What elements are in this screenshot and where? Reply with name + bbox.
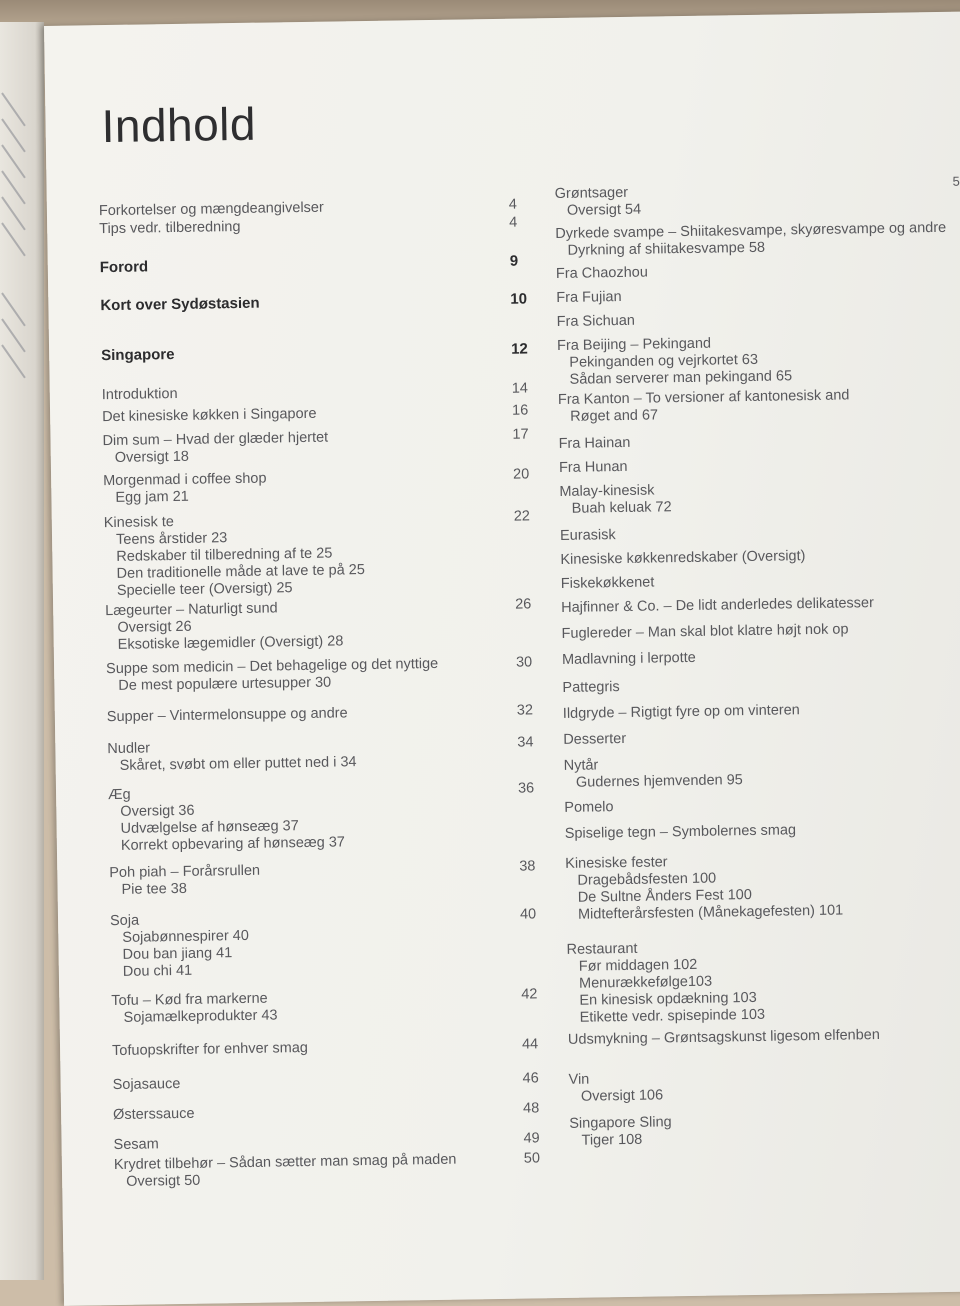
toc-entry xyxy=(564,751,960,792)
toc-subentry: Dou ban jiang 41 xyxy=(122,945,233,963)
toc-entry-title: Lægeurter – Naturligt sund xyxy=(105,600,278,620)
toc-entry xyxy=(569,1109,960,1150)
toc-page-number: 10 xyxy=(510,290,528,308)
toc-entry-title: Kinesisk te xyxy=(103,514,175,532)
toc-page-number: 4 xyxy=(509,214,518,231)
toc-entry xyxy=(110,906,541,981)
toc-page-number: 22 xyxy=(513,508,531,525)
toc-entry-title: Fiskekøkkenet xyxy=(560,574,655,592)
toc-page-number: 38 xyxy=(519,858,536,875)
toc-page-number: 36 xyxy=(517,780,535,797)
toc-subentry: Etikette vedr. spisepinde 103 xyxy=(579,1006,766,1026)
toc-subentry: Skåret, svøbt om eller puttet ned i 34 xyxy=(119,754,357,774)
toc-subentry: Oversigt 54 xyxy=(566,201,642,219)
toc-left-column xyxy=(98,196,541,1190)
toc-right-column xyxy=(554,179,960,1149)
toc-entry-title: Kinesiske fester xyxy=(565,854,668,872)
toc-entry-title: Malay-kinesisk xyxy=(559,482,655,500)
toc-entry-title: Fra Hainan xyxy=(558,434,631,452)
toc-entry-title: Singapore xyxy=(101,345,175,365)
toc-subentry: Redskaber til tilberedning af te 25 xyxy=(116,545,333,565)
toc-page-number: 9 xyxy=(509,252,519,270)
toc-entry xyxy=(102,426,532,467)
toc-entry xyxy=(103,466,533,507)
toc-subentry: Udvælgelse af hønseæg 37 xyxy=(120,818,299,837)
toc-entry xyxy=(107,702,537,726)
toc-entry-title: Introduktion xyxy=(101,385,178,404)
toc-entry-title: Dyrkede svampe – Shiitakesvampe, skyøresvampe og andre xyxy=(555,219,947,242)
toc-entry xyxy=(555,179,960,220)
toc-entry xyxy=(566,935,960,1027)
toc-subentry: Eksotiske lægemidler (Oversigt) 28 xyxy=(117,633,344,653)
toc-subentry: Før middagen 102 xyxy=(578,956,698,975)
toc-subentry: Egg jam 21 xyxy=(115,488,189,506)
toc-subentry: Røget and 67 xyxy=(570,407,659,425)
toc-subentry: Pekinganden og vejrkortet 63 xyxy=(569,351,759,371)
toc-subentry: Gudernes hjemvenden 95 xyxy=(575,772,743,791)
toc-entry-title: Nudler xyxy=(107,740,151,758)
toc-entry xyxy=(556,283,960,307)
toc-entry-title: Desserter xyxy=(563,730,627,748)
toc-entry-title: Kinesiske køkkenredskaber (Oversigt) xyxy=(560,548,806,568)
toc-entry xyxy=(560,521,960,545)
toc-subentry: Oversigt 26 xyxy=(117,618,192,636)
toc-entry-title: Fra Sichuan xyxy=(556,312,636,330)
toc-entry-title: Fra Chaozhou xyxy=(555,264,648,282)
toc-entry xyxy=(112,1036,542,1060)
toc-entry xyxy=(558,385,960,426)
toc-entry-title: Fra Kanton – To versioner af kantonesisk and xyxy=(557,387,850,408)
toc-entry xyxy=(563,699,960,723)
toc-entry xyxy=(565,849,960,924)
toc-entry xyxy=(113,1070,543,1094)
toc-page-number: 42 xyxy=(521,986,538,1003)
toc-subentry: Sojamælkeprodukter 43 xyxy=(123,1007,278,1026)
toc-entry-title: Fra Hunan xyxy=(558,458,628,476)
toc-page-number: 17 xyxy=(512,426,529,443)
toc-subentry: Sojabønnespirer 40 xyxy=(122,927,250,946)
toc-entry-title: Supper – Vintermelonsuppe og andre xyxy=(106,705,348,726)
toc-page-number: 50 xyxy=(523,1150,541,1167)
toc-entry-title: Hajfinner & Co. – De lidt anderledes delikatesser xyxy=(561,595,875,616)
toc-entry-title: Fuglereder – Man skal blot klatre højt nok op xyxy=(561,621,849,642)
toc-page-number: 44 xyxy=(521,1036,539,1053)
toc-subentry: Tiger 108 xyxy=(581,1131,643,1149)
toc-subentry: Dragebådsfesten 100 xyxy=(577,870,717,889)
toc-subentry: De mest populære urtesupper 30 xyxy=(118,674,332,694)
toc-page-number: 48 xyxy=(522,1100,540,1117)
toc-subentry: Buah keluak 72 xyxy=(571,499,672,517)
toc-subentry: Menurækkefølge103 xyxy=(578,973,713,992)
toc-entry-title: Forord xyxy=(99,258,149,277)
page-title: Indhold xyxy=(101,97,257,153)
toc-subentry: Oversigt 18 xyxy=(114,448,190,466)
toc-page-number: 46 xyxy=(522,1070,539,1087)
toc-subentry: Teens årstider 23 xyxy=(115,530,228,548)
toc-entry xyxy=(562,645,960,669)
toc-entry-title: Spiselige tegn – Symbolernes smag xyxy=(564,822,797,842)
toc-page-number: 49 xyxy=(523,1130,540,1147)
toc-entry-title: Pattegris xyxy=(562,679,620,696)
toc-entry-title: Fra Beijing – Pekingand xyxy=(556,335,712,354)
toc-entry xyxy=(107,734,537,775)
toc-subentry: Specielle teer (Oversigt) 25 xyxy=(116,580,293,599)
toc-entry xyxy=(563,725,960,749)
toc-entry-title: Krydret tilbehør – Sådan sætter man smag på maden xyxy=(113,1151,457,1174)
toc-entry-title: Singapore Sling xyxy=(569,1114,672,1132)
toc-subentry: Dyrkning af shiitakesvampe 58 xyxy=(567,239,766,259)
toc-subentry: Oversigt 106 xyxy=(580,1087,664,1105)
toc-entry xyxy=(561,569,960,593)
toc-entry xyxy=(564,793,960,817)
toc-entry-title: Restaurant xyxy=(566,940,638,958)
toc-entry-title: Eurasisk xyxy=(559,527,616,544)
toc-entry xyxy=(559,429,960,453)
toc-entry-title: Tofu – Kød fra markerne xyxy=(111,990,268,1010)
toc-subentry: Den traditionelle måde at lave te på 25 xyxy=(116,562,365,582)
toc-subentry: Midtefterårsfesten (Månekagefesten) 101 xyxy=(577,902,844,923)
toc-entry xyxy=(102,402,532,426)
toc-entry xyxy=(555,219,960,260)
toc-subentry: Dou chi 41 xyxy=(122,962,193,980)
toc-page-number: 30 xyxy=(515,654,533,671)
toc-entry-title: Tofuopskrifter for enhver smag xyxy=(111,1039,309,1060)
toc-entry xyxy=(100,252,530,276)
toc-page-number: 16 xyxy=(511,402,529,419)
toc-entry-title: Sesam xyxy=(113,1136,159,1154)
toc-subentry: En kinesisk opdækning 103 xyxy=(579,989,757,1009)
toc-entry-title: Suppe som medicin – Det behagelige og det nyttige xyxy=(105,655,439,678)
toc-entry-title: Kort over Sydøstasien xyxy=(100,294,260,315)
toc-entry-title: Dim sum – Hvad der glæder hjertet xyxy=(102,429,329,450)
toc-entry-title: Morgenmad i coffee shop xyxy=(103,470,267,490)
toc-subentry: Sådan serverer man pekingand 65 xyxy=(569,368,793,388)
toc-entry xyxy=(102,380,532,404)
toc-entry xyxy=(109,858,539,899)
toc-entry-title: Tips vedr. tilberedning xyxy=(99,218,241,238)
toc-entry xyxy=(114,1150,544,1191)
toc-entry xyxy=(106,654,536,695)
toc-entry xyxy=(108,780,539,855)
toc-page-number: 14 xyxy=(511,380,529,397)
toc-page-number: 40 xyxy=(519,906,537,923)
toc-page-number: 34 xyxy=(517,734,534,751)
toc-entry xyxy=(104,508,535,600)
toc-entry xyxy=(111,986,541,1027)
toc-entry-title: Sojasauce xyxy=(112,1075,181,1094)
toc-entry xyxy=(561,619,960,643)
toc-entry xyxy=(568,1065,960,1106)
toc-page-number: 12 xyxy=(511,340,528,358)
toc-entry xyxy=(568,1025,960,1049)
toc-entry xyxy=(559,477,960,518)
toc-entry xyxy=(562,673,960,697)
toc-entry xyxy=(565,819,960,843)
toc-entry-title: Pomelo xyxy=(564,799,614,816)
toc-entry-title: Fra Fujian xyxy=(556,288,622,306)
toc-entry-title: Ildgryde – Rigtigt fyre op om vinteren xyxy=(562,702,800,722)
toc-entry-title: Det kinesiske køkken i Singapore xyxy=(102,405,317,426)
toc-subentry: Korrekt opbevaring af hønseæg 37 xyxy=(120,834,346,854)
right-edge-page-number: 5 xyxy=(952,173,960,189)
toc-entry xyxy=(557,331,960,389)
toc-entry-title: Forkortelser og mængdeangivelser xyxy=(98,199,324,220)
toc-entry-title: Vin xyxy=(568,1071,590,1088)
toc-entry-title: Soja xyxy=(109,912,140,930)
toc-entry-title: Madlavning i lerpotte xyxy=(561,649,696,668)
toc-page-number: 32 xyxy=(516,702,534,719)
toc-entry-title: Østerssauce xyxy=(112,1105,195,1124)
toc-entry-title: Poh piah – Forårsrullen xyxy=(109,862,261,882)
toc-page-number: 26 xyxy=(515,596,532,613)
toc-entry-title: Æg xyxy=(107,786,131,804)
toc-entry xyxy=(105,596,536,654)
toc-page-number: 20 xyxy=(512,466,530,483)
toc-subentry: Oversigt 50 xyxy=(126,1172,201,1190)
toc-entry xyxy=(101,340,531,364)
toc-page-number: 4 xyxy=(508,196,518,213)
toc-subentry: Pie tee 38 xyxy=(121,880,188,898)
toc-entry xyxy=(561,593,960,617)
toc-entry xyxy=(100,290,530,314)
toc-subentry: Oversigt 36 xyxy=(120,802,195,820)
toc-entry-title: Nytår xyxy=(563,757,599,774)
toc-entry xyxy=(557,307,960,331)
toc-entry xyxy=(113,1100,543,1124)
toc-entry xyxy=(556,259,960,283)
contents-page xyxy=(44,11,960,1306)
facing-page-edge xyxy=(0,22,44,1280)
toc-entry xyxy=(559,453,960,477)
toc-entry-title: Udsmykning – Grøntsagskunst ligesom elfenben xyxy=(567,1026,880,1048)
toc-entry xyxy=(560,545,960,569)
toc-subentry: De Sultne Ånders Fest 100 xyxy=(577,886,752,906)
toc-entry-title: Grøntsager xyxy=(554,184,629,202)
